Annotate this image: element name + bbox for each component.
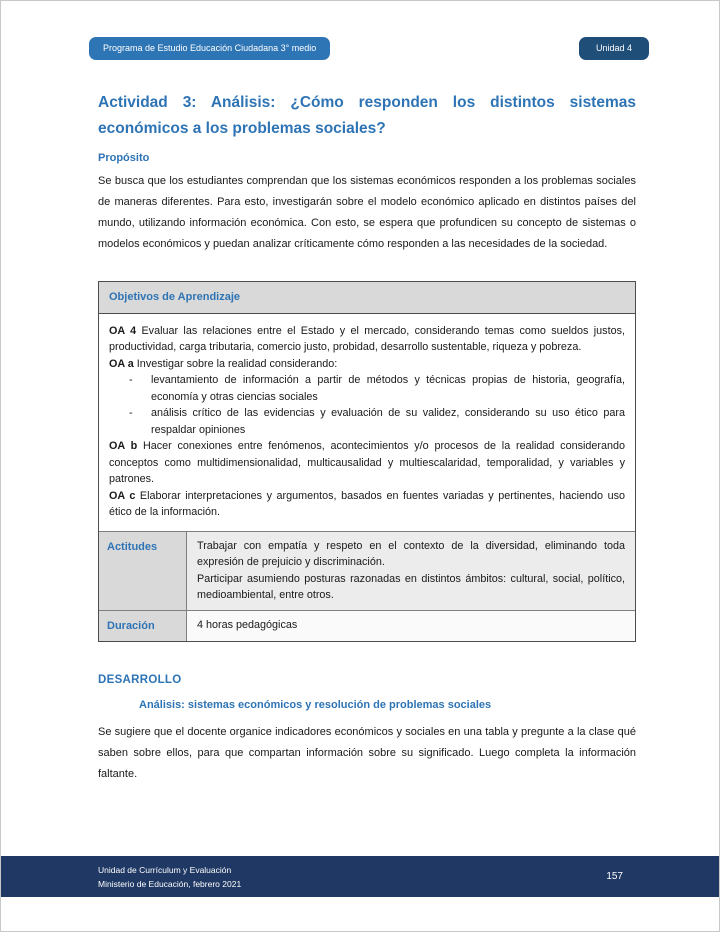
unit-badge: Unidad 4: [579, 37, 649, 60]
oab-text: Hacer conexiones entre fenómenos, acontecimientos y/o procesos de la realidad considerando conceptos como multidimensionalidad, multicausalidad y multiescalaridad, temporalidad, y variables y patrones.: [109, 440, 626, 485]
page-content: [98, 90, 636, 785]
oaa-bullet-text: análisis crítico de las evidencias y evaluación de su validez, considerando su uso ético para respaldar opiniones: [151, 407, 625, 436]
objectives-table-header: [99, 282, 635, 314]
oaa-bullet-text: levantamiento de información a partir de métodos y técnicas propias de historia, geografía, economía y otras ciencias sociales: [151, 374, 625, 403]
attitudes-line: Participar asumiendo posturas razonadas en distintos ámbitos: cultural, social, político, medioambiental, entre otros.: [197, 572, 625, 601]
purpose-paragraph: Se busca que los estudiantes comprendan que los sistemas económicos responden a los problemas sociales de maneras diferentes. Para esto, investigarán sobre el modelo económico aplicado en distintos países del mundo, utilizando información económica. Con esto, se espera que profundicen su concepto de sistemas o modelos económicos y puedan analizar críticamente cómo responden a las necesidades de la sociedad.: [98, 175, 636, 250]
oa4-label: OA 4: [109, 324, 137, 337]
attitudes-text: [187, 532, 635, 610]
bullet-dash: -: [129, 374, 133, 386]
attitudes-line: Trabajar con empatía y respeto en el contexto de la diversidad, eliminando toda expresión de prejuicio y discriminación.: [197, 539, 625, 568]
desarrollo-heading: DESARROLLO: [98, 674, 182, 686]
oaa-paragraph: [109, 356, 625, 373]
oaa-text: Investigar sobre la realidad considerando:: [133, 357, 338, 370]
oaa-label: OA a: [109, 357, 134, 370]
analysis-subheading: Análisis: sistemas económicos y resolución de problemas sociales: [139, 699, 492, 711]
oab-label: OA b: [109, 440, 138, 452]
objectives-table: [98, 281, 636, 642]
duration-value: 4 horas pedagógicas: [197, 618, 298, 631]
oa4-paragraph: [109, 323, 625, 356]
duration-value-cell: [187, 611, 635, 642]
attitudes-label: Actitudes: [99, 532, 187, 610]
oaa-bullet-item: [129, 405, 625, 438]
oa4-text: Evaluar las relaciones entre el Estado y el mercado, considerando temas como sueldos justos, productividad, carga tributaria, comercio justo, probidad, desarrollo sustentable, riqueza y pobreza.: [109, 324, 625, 353]
bullet-dash: -: [129, 407, 133, 419]
footer-org: [98, 863, 241, 891]
page-number: 157: [606, 871, 623, 882]
oac-label: OA c: [109, 489, 136, 502]
objectives-table-body: [99, 314, 635, 531]
footer-org-line2: Ministerio de Educación, febrero 2021: [98, 878, 242, 889]
oac-text: Elaborar interpretaciones y argumentos, basados en fuentes variadas y pertinentes, haciendo uso ético de la información.: [109, 489, 625, 518]
purpose-heading: Propósito: [98, 152, 150, 164]
oac-paragraph: [109, 488, 625, 521]
duration-label: Duración: [99, 611, 187, 642]
oab-paragraph: [109, 438, 625, 488]
header-badges: [1, 1, 719, 60]
footer-org-line1: Unidad de Currículum y Evaluación: [98, 864, 232, 875]
objectives-table-header-label: Objetivos de Aprendizaje: [109, 291, 241, 303]
oaa-bullet-item: [129, 372, 625, 405]
attitudes-row: [99, 531, 635, 610]
footer-bar: [1, 856, 719, 897]
duration-row: [99, 610, 635, 642]
program-badge: Programa de Estudio Educación Ciudadana 3° medio: [89, 37, 330, 60]
development-paragraph: Se sugiere que el docente organice indicadores económicos y sociales en una tabla y pregunte a la clase qué saben sobre ellos, para que compartan información sobre su significado. Luego completa la información faltante.: [98, 726, 636, 780]
activity-title: Actividad 3: Análisis: ¿Cómo responden los distintos sistemas económicos a los problemas sociales?: [98, 94, 636, 137]
